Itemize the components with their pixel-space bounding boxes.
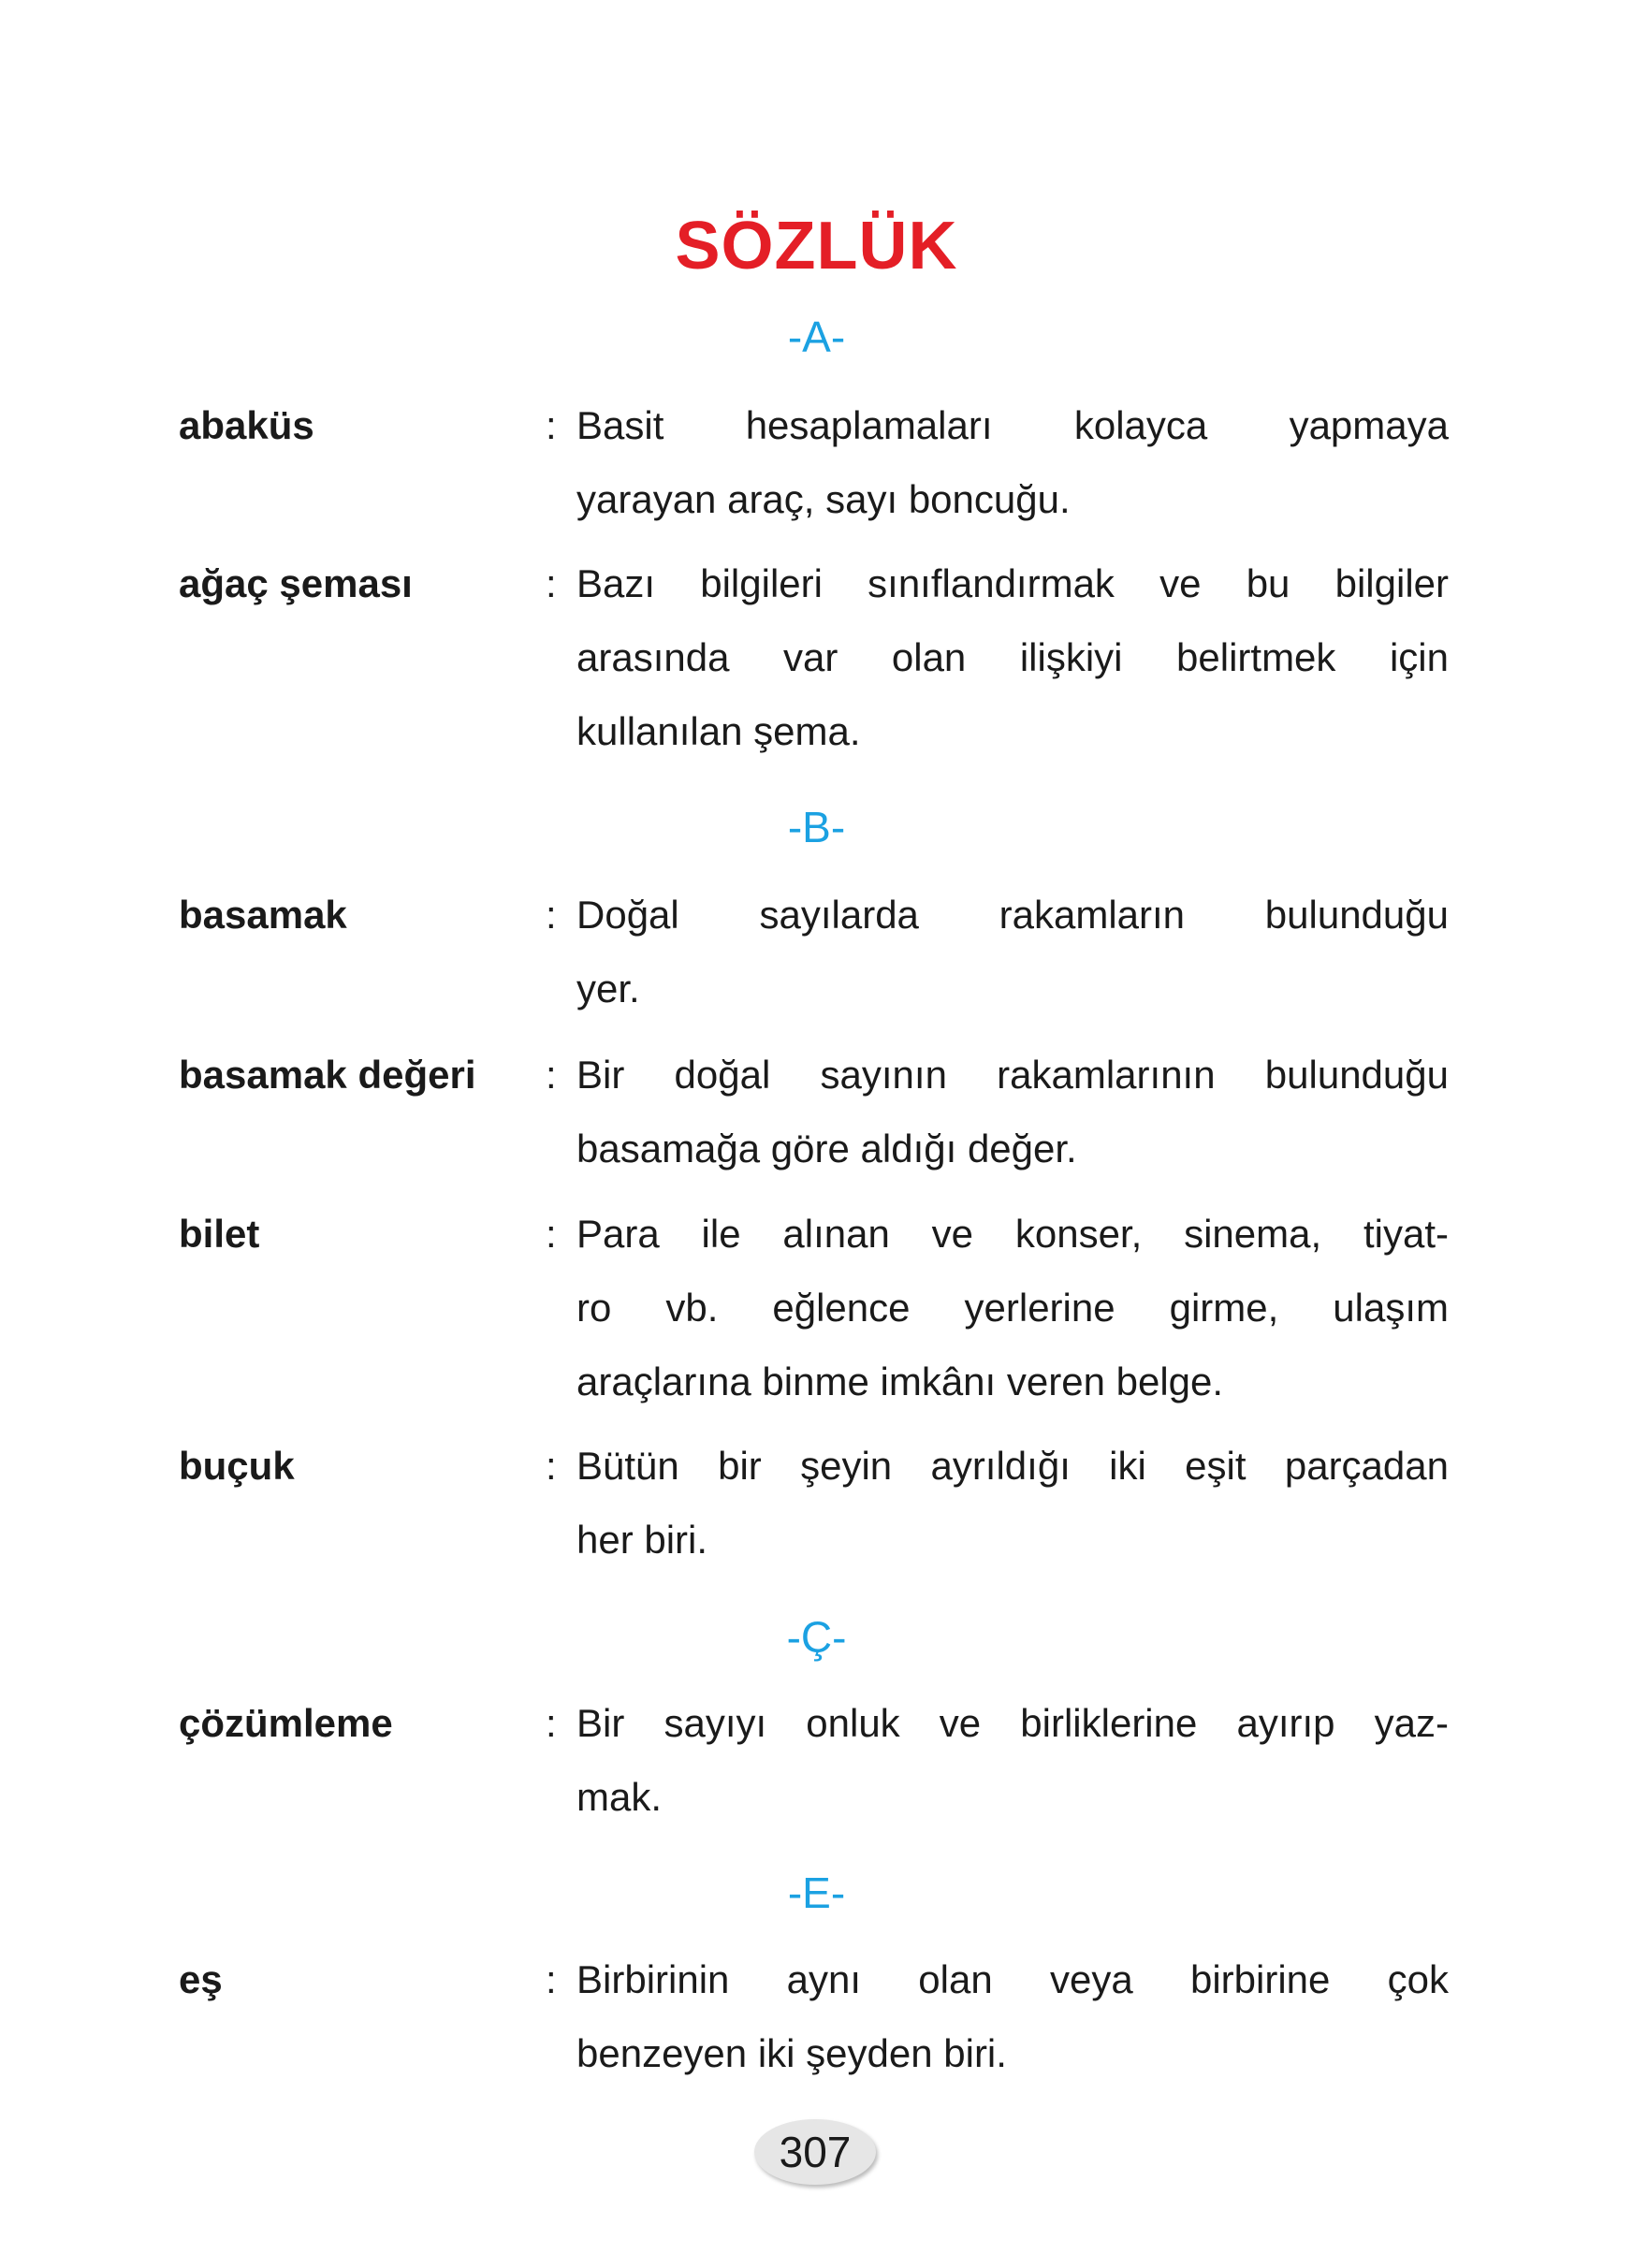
section-letter: -A- bbox=[787, 313, 846, 361]
entry-term: basamak bbox=[179, 893, 347, 937]
entry-colon: : bbox=[546, 1212, 557, 1256]
dictionary-entry bbox=[179, 388, 1449, 521]
definition-line: ro vb. eğlence yerlerine girme, ulaşım bbox=[576, 1286, 1449, 1330]
dictionary-entry bbox=[179, 1429, 1449, 1562]
definition-line: her biri. bbox=[576, 1518, 708, 1562]
entry-colon: : bbox=[546, 1444, 557, 1488]
page-number: 307 bbox=[754, 2119, 876, 2185]
entry-definition bbox=[576, 1197, 1449, 1418]
definition-line: Birbirinin aynı olan veya birbirine çok bbox=[576, 1957, 1449, 2001]
dictionary-entry bbox=[179, 1038, 1449, 1170]
definition-line: yarayan araç, sayı boncuğu. bbox=[576, 477, 1071, 521]
definition-line: kullanılan şema. bbox=[576, 709, 861, 753]
entry-definition bbox=[576, 1429, 1449, 1577]
entry-term: basamak değeri bbox=[179, 1053, 476, 1097]
definition-line: yer. bbox=[576, 967, 640, 1010]
dictionary-entry bbox=[179, 1686, 1449, 1819]
definition-line: Bir sayıyı onluk ve birliklerine ayırıp yaz- bbox=[576, 1701, 1449, 1745]
entry-term: buçuk bbox=[179, 1444, 295, 1488]
definition-line: mak. bbox=[576, 1775, 663, 1819]
definition-line: araçlarına binme imkânı veren belge. bbox=[576, 1359, 1224, 1403]
definition-line: Bir doğal sayının rakamlarının bulunduğu bbox=[576, 1053, 1449, 1097]
definition-line: basamağa göre aldığı değer. bbox=[576, 1127, 1077, 1170]
entry-colon: : bbox=[546, 561, 557, 605]
definition-line: Bazı bilgileri sınıflandırmak ve bu bilgiler bbox=[576, 561, 1449, 605]
dictionary-entry bbox=[179, 546, 1449, 753]
dictionary-entry bbox=[179, 878, 1449, 1010]
section-letter: -B- bbox=[787, 803, 846, 851]
definition-line: benzeyen iki şeyden biri. bbox=[576, 2031, 1007, 2075]
entry-term: eş bbox=[179, 1957, 223, 2001]
entry-colon: : bbox=[546, 1053, 557, 1097]
entry-term: bilet bbox=[179, 1212, 260, 1256]
entry-definition bbox=[576, 1686, 1449, 1834]
definition-line: Para ile alınan ve konser, sinema, tiyat- bbox=[576, 1212, 1449, 1256]
section-letter: -E- bbox=[787, 1868, 846, 1917]
page-title: SÖZLÜK bbox=[675, 209, 958, 284]
entry-colon: : bbox=[546, 893, 557, 937]
definition-line: Doğal sayılarda rakamların bulunduğu bbox=[576, 893, 1449, 937]
entry-colon: : bbox=[546, 1701, 557, 1745]
entry-colon: : bbox=[546, 1957, 557, 2001]
dictionary-entry bbox=[179, 1942, 1449, 2075]
definition-line: Bütün bir şeyin ayrıldığı iki eşit parçadan bbox=[576, 1444, 1449, 1488]
definition-line: arasında var olan ilişkiyi belirtmek için bbox=[576, 635, 1449, 679]
definition-line: Basit hesaplamaları kolayca yapmaya bbox=[576, 403, 1449, 447]
entry-definition bbox=[576, 388, 1449, 536]
entry-colon: : bbox=[546, 403, 557, 447]
section-letter: -Ç- bbox=[786, 1613, 847, 1662]
entry-term: ağaç şeması bbox=[179, 561, 413, 605]
entry-definition bbox=[576, 546, 1449, 768]
entry-term: abaküs bbox=[179, 403, 314, 447]
entry-definition bbox=[576, 878, 1449, 1025]
dictionary-entry bbox=[179, 1197, 1449, 1403]
entry-definition bbox=[576, 1038, 1449, 1185]
entry-definition bbox=[576, 1942, 1449, 2090]
entry-term: çözümleme bbox=[179, 1701, 393, 1745]
